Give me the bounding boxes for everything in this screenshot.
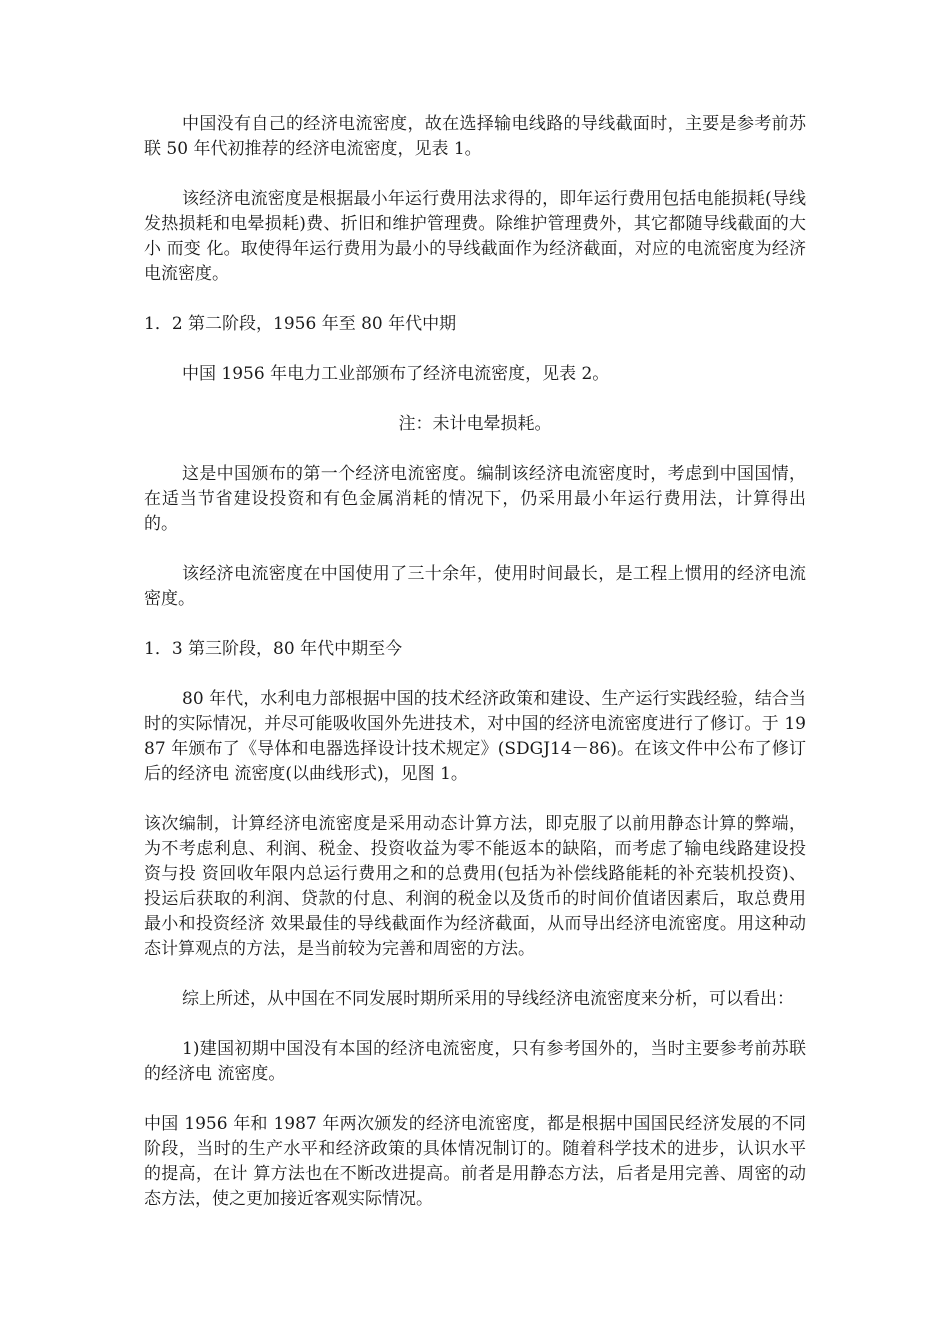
table-note: 注：未计电晕损耗。 [398, 414, 552, 434]
section-heading-1-2: 1．2 第二阶段，1956 年至 80 年代中期 [144, 314, 457, 334]
document-page [144, 112, 806, 1212]
paragraph-point-1: 1)建国初期中国没有本国的经济电流密度，只有参考国外的，当时主要参考前苏联的经济电 流密度。 [144, 1039, 806, 1084]
paragraph-first-standard: 这是中国颁布的第一个经济电流密度。编制该经济电流密度时，考虑到中国国情，在适当节省建设投资和有色金属消耗的情况下，仍采用最小年运行费用法，计算得出的。 [144, 464, 806, 534]
paragraph-summary: 综上所述，从中国在不同发展时期所采用的导线经济电流密度来分析，可以看出： [182, 989, 794, 1009]
paragraph-dynamic-method: 该次编制，计算经济电流密度是采用动态计算方法，即克服了以前用静态计算的弊端，为不考虑利息、利润、税金、投资收益为零不能返本的缺陷，而考虑了输电线路建设投资与投 资回收年限内总运行费用之和的总费用(包括为补偿线路能耗的补充装机投资)、投运后获取的利润、贷款的付息、利润的税金以及货币的时间价值诸因素后，取总费用最小和投资经济 效果最佳的导线截面作为经济截面，从而导出经济电流密度。用这种动态计算观点的方法，是当前较为完善和周密的方法。 [144, 814, 806, 959]
paragraph-usage-duration: 该经济电流密度在中国使用了三十余年，使用时间最长，是工程上惯用的经济电流密度。 [144, 564, 806, 609]
paragraph-1980s-revision: 80 年代，水利电力部根据中国的技术经济政策和建设、生产运行实践经验，结合当 时的实际情况，并尽可能吸收国外先进技术，对中国的经济电流密度进行了修订。于 1987 年颁布了《导体和电器选择设计技术规定》(SDGJ14－86)。在该文件中公布了修订后的经济电 流密度(以曲线形式)，见图 1。 [144, 689, 806, 784]
paragraph-comparison: 中国 1956 年和 1987 年两次颁发的经济电流密度，都是根据中国国民经济发展的不同阶段，当时的生产水平和经济政策的具体情况制订的。随着科学技术的进步，认识水平的提高，在计 算方法也在不断改进提高。前者是用静态方法，后者是用完善、周密的动态方法，使之更加接近客观实际情况。 [144, 1114, 806, 1209]
paragraph-intro: 中国没有自己的经济电流密度，故在选择输电线路的导线截面时，主要是参考前苏联 50 年代初推荐的经济电流密度，见表 1。 [144, 114, 806, 159]
section-heading-1-3: 1．3 第三阶段，80 年代中期至今 [144, 639, 403, 659]
paragraph-min-cost-method: 该经济电流密度是根据最小年运行费用法求得的，即年运行费用包括电能损耗(导线 发热损耗和电晕损耗)费、折旧和维护管理费。除维护管理费外，其它都随导线截面的大小 而变 化。取使得年运行费用为最小的导线截面作为经济截面，对应的电流密度为经济电流密度。 [144, 189, 806, 284]
paragraph-1956-issue: 中国 1956 年电力工业部颁布了经济电流密度，见表 2。 [182, 364, 610, 384]
